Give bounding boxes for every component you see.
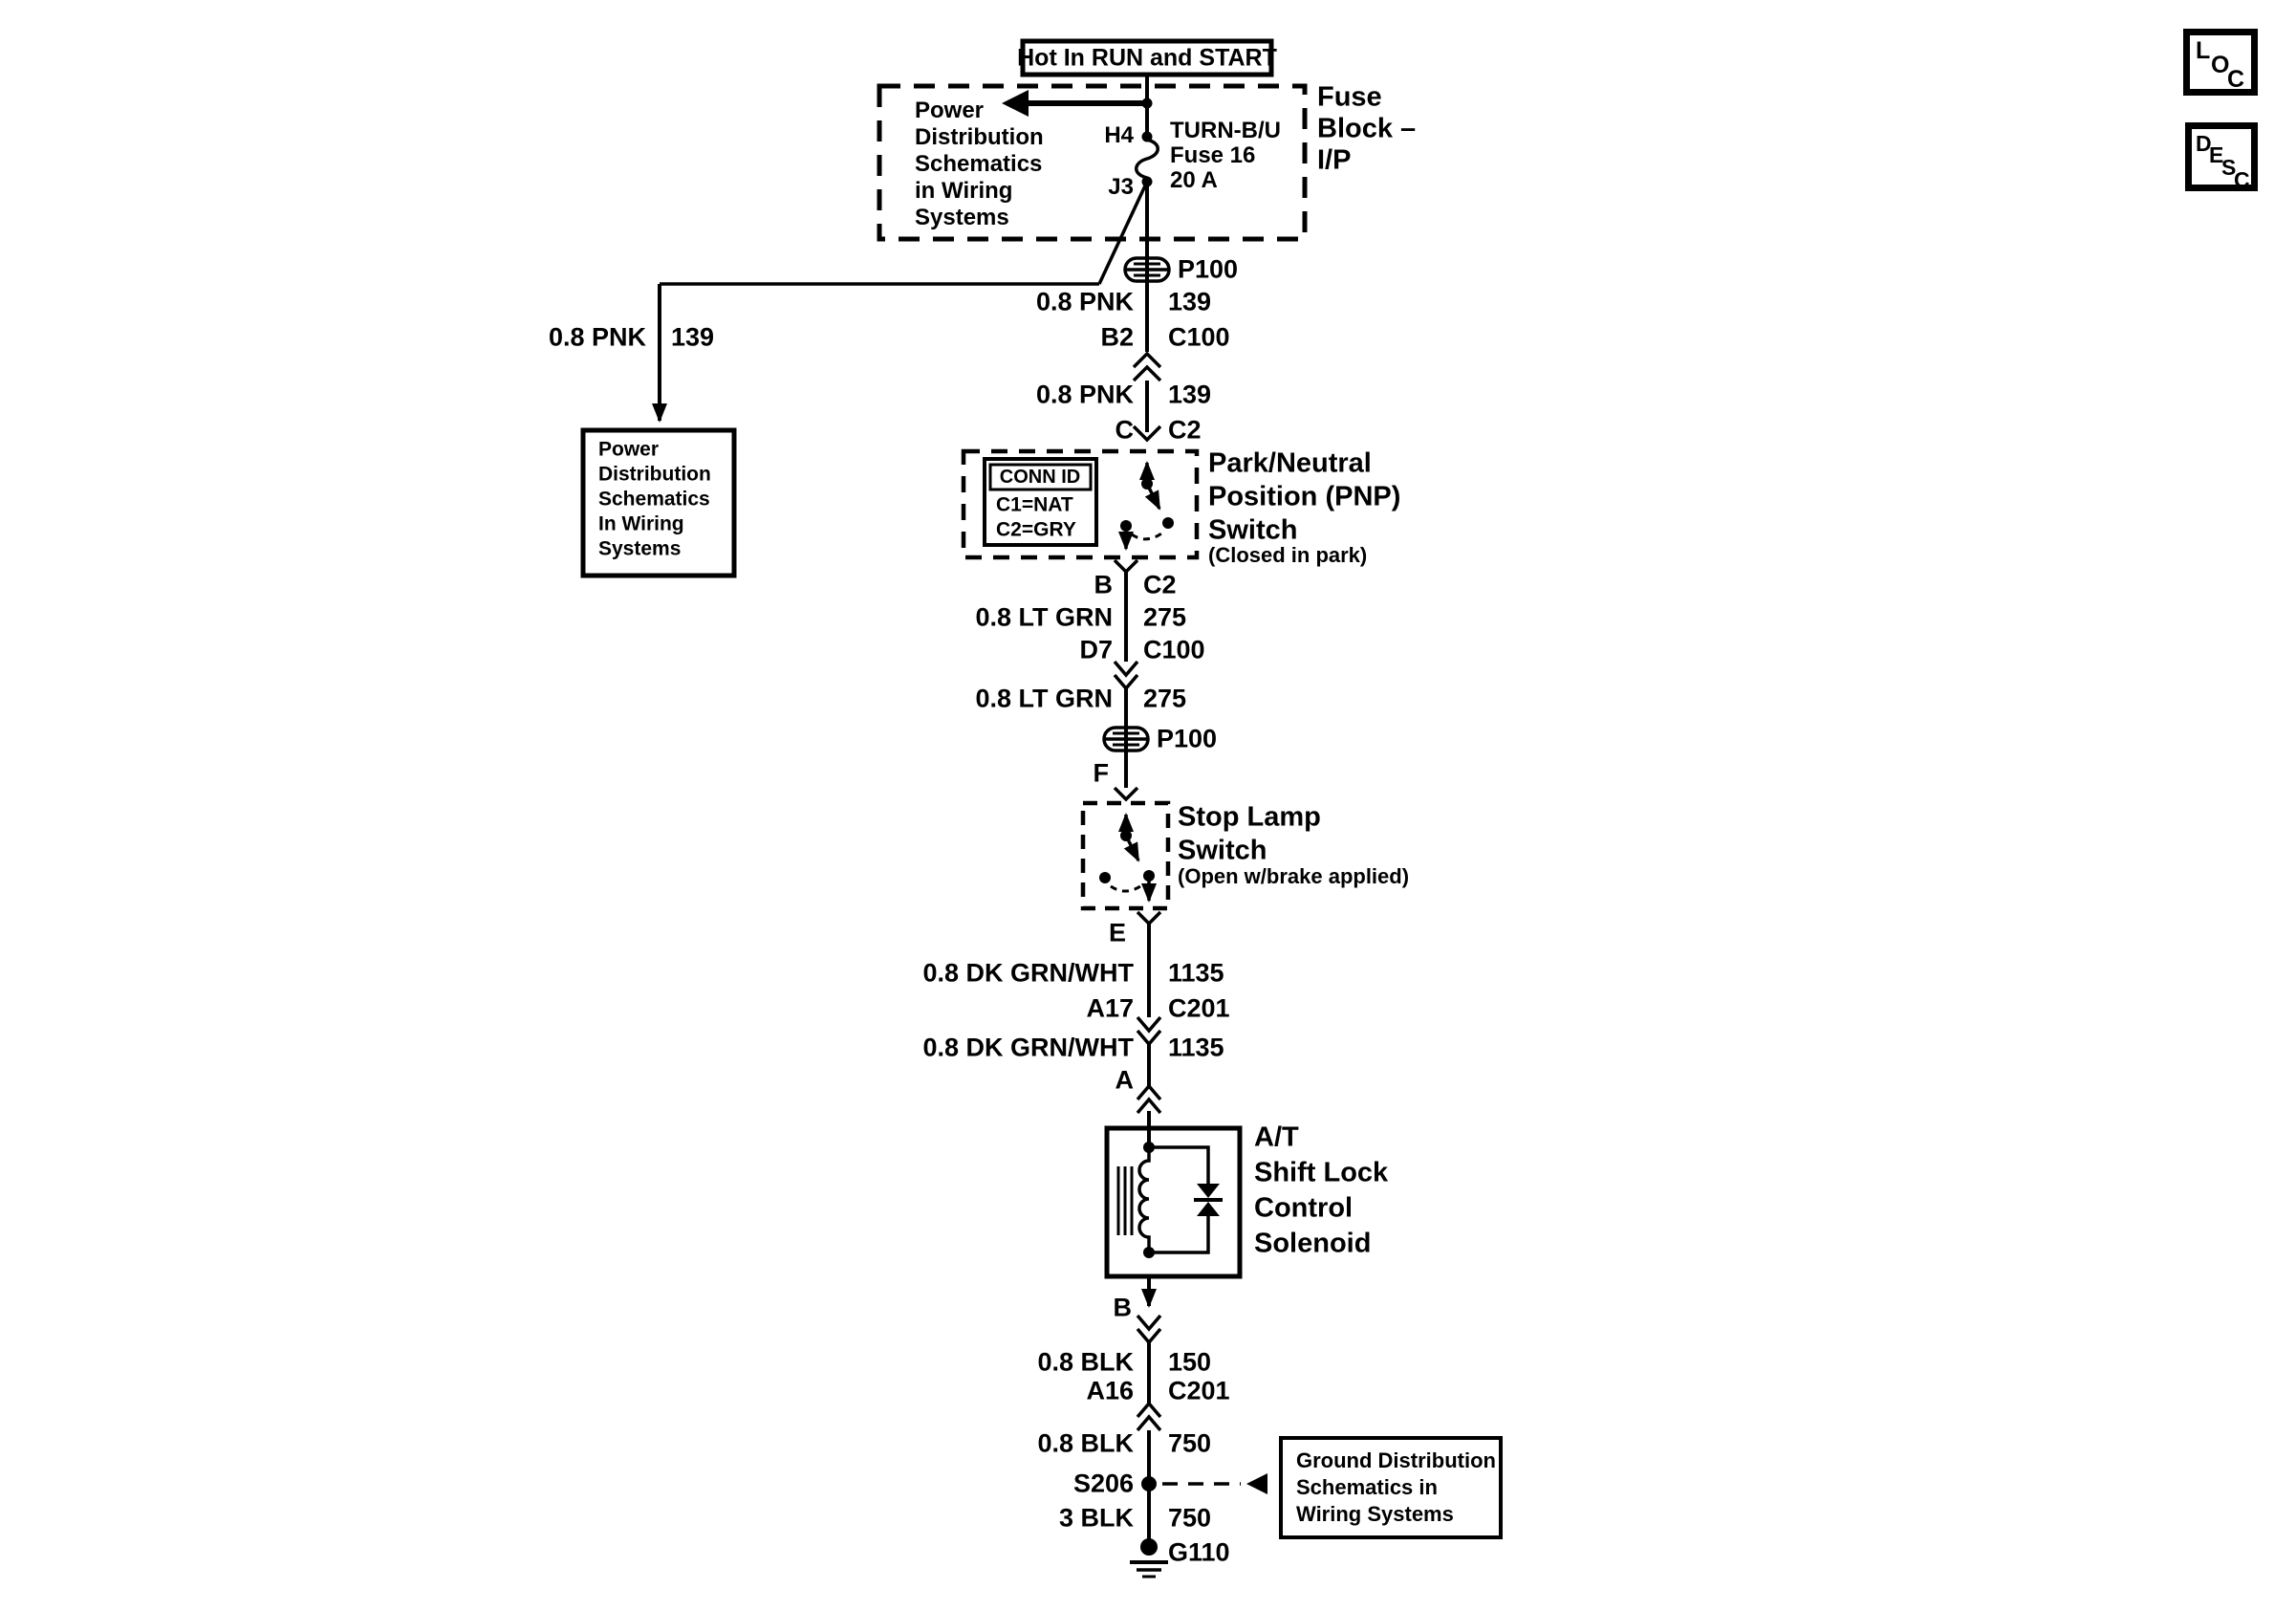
wire-circuit-label: 1135	[1168, 1033, 1224, 1062]
ground-ref-line: Wiring Systems	[1296, 1502, 1454, 1526]
terminal-h4-label: H4	[1104, 122, 1134, 148]
branch-wire	[660, 178, 1147, 284]
stoplamp-name-line: Switch	[1178, 835, 1267, 866]
connector-label: C2	[1143, 570, 1177, 599]
loc-letter: O	[2211, 52, 2230, 78]
wire-circuit-label: 275	[1143, 684, 1187, 713]
solenoid-symbol	[1118, 1142, 1223, 1258]
connector-label: C201	[1168, 993, 1230, 1023]
pin-label: E	[1108, 918, 1126, 947]
wire-gauge-label: 0.8 PNK	[1035, 287, 1134, 316]
loc-letter: C	[2227, 66, 2245, 93]
solenoid-pin-b-connector	[1137, 1316, 1160, 1342]
connector-label: C2	[1168, 415, 1202, 445]
wire-gauge-label: 0.8 LT GRN	[975, 684, 1113, 713]
c100-connector-d7	[1115, 662, 1137, 688]
fuse-block-note-line: Schematics	[915, 151, 1043, 177]
pin-label: A17	[1086, 993, 1134, 1023]
solenoid-name-line: A/T	[1254, 1121, 1299, 1153]
coil-core-lines	[1118, 1166, 1132, 1235]
wire-gauge-label: 0.8 PNK	[1035, 380, 1134, 409]
pin-label: B	[1113, 1293, 1132, 1322]
wire-circuit-label: 150	[1168, 1347, 1212, 1377]
fuse-block-note-line: Power	[915, 98, 985, 123]
s206-splice-dot	[1141, 1476, 1157, 1491]
power-ref-line: In Wiring	[598, 512, 684, 535]
pnp-name-line: Position (PNP)	[1208, 481, 1401, 512]
coil-symbol	[1139, 1147, 1149, 1252]
pin-label: A	[1115, 1065, 1134, 1095]
wire-circuit-label: 1135	[1168, 958, 1224, 988]
connector-label: C100	[1168, 322, 1230, 352]
wire-gauge-label: 0.8 PNK	[548, 322, 646, 352]
connector-label: C100	[1143, 635, 1205, 664]
conn-id-title: CONN ID	[999, 467, 1081, 488]
c201-connector-a17	[1137, 1017, 1160, 1044]
wire-circuit-label: 275	[1143, 602, 1187, 632]
power-ref-line: Distribution	[598, 463, 711, 486]
ground-ref-arrowhead	[1246, 1473, 1267, 1494]
wire-gauge-label: 0.8 LT GRN	[975, 602, 1113, 632]
fuse-block-title-line: Block –	[1317, 113, 1417, 144]
pnp-name-line: Park/Neutral	[1208, 447, 1372, 479]
wire-circuit-label: 139	[1168, 380, 1212, 409]
pnp-note: (Closed in park)	[1208, 543, 1368, 567]
desc-letter: D	[2196, 131, 2212, 156]
fuse-block-note-line: Distribution	[915, 124, 1044, 150]
power-dist-arrowhead	[1002, 90, 1029, 117]
feed-wires	[660, 75, 1158, 432]
h4-terminal-dot	[1142, 132, 1153, 142]
pin-label: B2	[1100, 322, 1134, 352]
junction-dot	[1142, 98, 1153, 109]
ground-id-label: G110	[1168, 1537, 1230, 1567]
conn-id-row: C2=GRY	[996, 518, 1076, 541]
diode-symbol	[1197, 1184, 1220, 1198]
pin-label: B	[1094, 570, 1113, 599]
wire-gauge-label: 3 BLK	[1058, 1503, 1134, 1533]
stoplamp-note: (Open w/brake applied)	[1178, 864, 1410, 888]
conn-id-row: C1=NAT	[996, 493, 1073, 516]
diode-symbol-2	[1197, 1202, 1220, 1216]
power-ref-line: Power	[598, 438, 660, 461]
pin-label: F	[1093, 758, 1109, 788]
g110-ground-symbol	[1130, 1538, 1168, 1577]
solenoid-pin-a-connector	[1137, 1086, 1160, 1113]
desc-letter: E	[2209, 142, 2224, 167]
stoplamp-name-line: Stop Lamp	[1178, 801, 1321, 833]
wire-gauge-label: 0.8 BLK	[1037, 1428, 1134, 1458]
wire-circuit-label: 139	[671, 322, 715, 352]
fuse-name-label: TURN-B/U	[1170, 118, 1281, 143]
ground-ref-line: Ground Distribution	[1296, 1448, 1496, 1472]
j3-terminal-dot	[1142, 177, 1153, 187]
desc-letter: S	[2221, 155, 2237, 180]
stop-lamp-switch-symbol	[1099, 788, 1160, 924]
power-ref-line: Systems	[598, 537, 682, 560]
pnp-switch-symbol	[1115, 426, 1174, 572]
p100-label: P100	[1178, 254, 1239, 284]
p100-label: P100	[1157, 724, 1218, 753]
c100-connector-b2	[1134, 354, 1160, 381]
wire-gauge-label: 0.8 BLK	[1037, 1347, 1134, 1377]
fuse-symbol	[1137, 140, 1159, 178]
solenoid-name-line: Shift Lock	[1254, 1157, 1389, 1188]
desc-button[interactable]	[2185, 122, 2258, 191]
connector-label: C201	[1168, 1376, 1230, 1405]
wire-circuit-label: 750	[1168, 1428, 1212, 1458]
power-ref-line: Schematics	[598, 488, 710, 511]
pin-label: D7	[1079, 635, 1113, 664]
splice-label: S206	[1072, 1469, 1134, 1498]
ground-ref-line: Schematics in	[1296, 1475, 1438, 1499]
fuse-rating-label: 20 A	[1170, 167, 1218, 193]
terminal-j3-label: J3	[1108, 174, 1134, 200]
c201-connector-a16	[1137, 1404, 1160, 1430]
loc-letter: L	[2196, 37, 2211, 64]
fuse-block-note-line: Systems	[915, 205, 1009, 230]
fuse-number-label: Fuse 16	[1170, 142, 1256, 168]
fuse-block-title-line: I/P	[1317, 144, 1352, 176]
solenoid-name-line: Solenoid	[1254, 1228, 1372, 1259]
hot-in-run-label: Hot In RUN and START	[1017, 44, 1277, 72]
loc-button[interactable]	[2183, 29, 2258, 96]
wire-circuit-label: 139	[1168, 287, 1212, 316]
pnp-name-line: Switch	[1208, 514, 1298, 546]
fuse-block-title-line: Fuse	[1317, 81, 1382, 113]
fuse-block-note-line: in Wiring	[915, 178, 1013, 204]
wire-circuit-label: 750	[1168, 1503, 1212, 1533]
wire-gauge-label: 0.8 DK GRN/WHT	[922, 1033, 1134, 1062]
pin-label: A16	[1086, 1376, 1134, 1405]
solenoid-name-line: Control	[1254, 1192, 1354, 1224]
desc-letter: C	[2234, 167, 2250, 192]
wire-gauge-label: 0.8 DK GRN/WHT	[922, 958, 1134, 988]
pin-label: C	[1115, 415, 1134, 445]
